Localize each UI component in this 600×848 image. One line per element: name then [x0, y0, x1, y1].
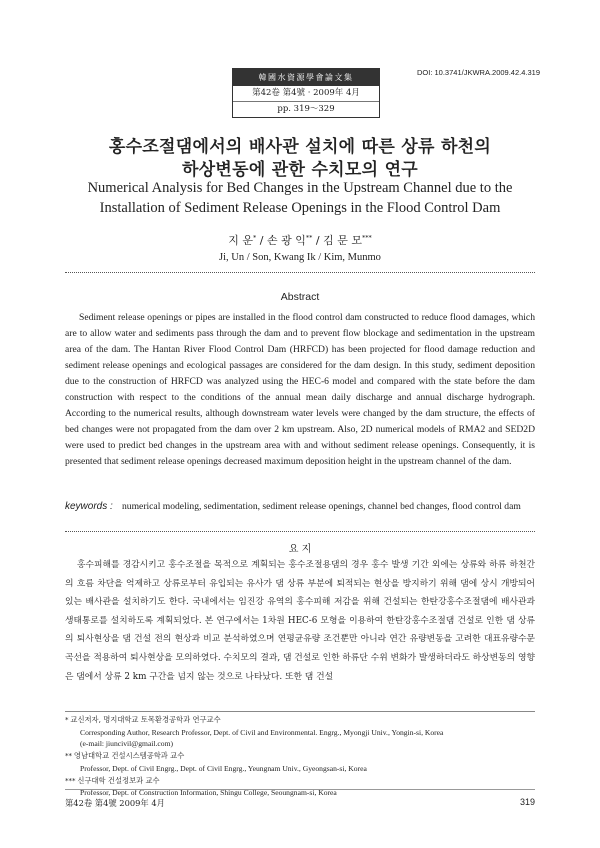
authors-en: Ji, Un / Son, Kwang Ik / Kim, Munmo [219, 252, 381, 263]
author-ko-2: 손 광 익 [267, 234, 306, 247]
yoji-body [65, 556, 535, 686]
footnote-mark: ** [65, 752, 72, 761]
journal-name: 韓國水資源學會論文集 [233, 69, 379, 86]
page-number: 319 [519, 797, 535, 807]
journal-pages: pp. 319～329 [277, 104, 335, 114]
footnote-2 [65, 750, 535, 763]
footnote-affil-ko: 영남대학교 건설시스템공학과 교수 [73, 751, 185, 761]
footnote-1 [65, 714, 535, 727]
yoji-text: 홍수피해를 경감시키고 홍수조절을 목적으로 계획되는 홍수조절용댐의 경우 홍수 발생 기간 외에는 상류와 하류 하천간의 흐름 차단을 억제하고 상류로부터 유입되는 유사가 댐 상류 부분에 퇴적되는 현상을 방지하기 위해 댐에 상시 개방되어 있는 배사관을 설치하기도 한다. 국내에서는 임진강 유역의 홍수피해 저감을 위해 건설되는 한탄강홍수조절댐에 배사관과 생태통로를 설치하도록 계획되었다. 본 연구에서는 1차원 HEC-6 모형을 이용하여 한탄강홍수조절댐 건설로 인한 댐 상류의 퇴사현상을 댐 건설 전의 현상과 비교 분석하였으며 연평균유량 조건뿐만 아니라 연간 유량변동을 고려한 대표유량수문곡선을 적용하여 퇴사현상을 모의하였다. 수치모의 결과, 댐 건설로 인한 하류단 수위 변화가 발생하더라도 하상변동의 영향은 댐에서 상류 2 km 구간을 넘지 않는 것으로 나타났다. 또한 댐 건설 [65, 560, 535, 682]
title-en-line-1: Numerical Analysis for Bed Changes in the Upstream Channel due to the [87, 180, 513, 196]
footnote-mark: *** [65, 776, 76, 785]
footer-issue: 第42卷 第4號 2009年 4月 [65, 798, 165, 808]
footnote-affil-en: Corresponding Author, Research Professor, Dept. of Civil and Environmental. Engrg., Myongji Univ., Yongin-si, Korea [80, 727, 444, 737]
footnotes [65, 714, 535, 799]
author-ko-3: 김 문 모 [323, 234, 362, 247]
keywords-label: keywords : [65, 501, 113, 512]
abstract-text: Sediment release openings or pipes are installed in the flood control dam constructed to reduce flood damages, which are to allow water and sediments pass through the dam and to prevent flow blockage and sedimentation in the upstream area of the dam. The Hantan River Flood Control Dam (HRFCD) has been projected for flood damage reduction and sediment release openings and ecological passages are considered for the dam design. In this study, sediment deposition due to the construction of HRFCD was analyzed using the HEC-6 model and compared with the state before the dam construction with respect to the conditions of the annual mean daily discharge and annual discharge hydrograph. According to the numerical results, although downstream water levels were changed by the dam structure, the effects of bed changes were not propagated from the dam over 2 km upstream. Also, 2D numerical models of RMA2 and SED2D were used to predict bed changes in the upstream area with and without sediment release openings. Consequently, it is presented that sediment release openings decreased maximum deposition height in the upstream channel of the dam. [65, 312, 535, 467]
footnote-affil-ko: 교신저자, 명지대학교 토목환경공학과 연구교수 [70, 715, 221, 724]
footnote-affil-en: Professor, Dept. of Construction Information, Shingu College, Seoungnam-si, Korea [80, 788, 337, 798]
journal-issue: 第42卷 第4號 · 2009年 4月 [233, 86, 379, 102]
title-ko-line-1: 홍수조절댐에서의 배사관 설치에 따른 상류 하천의 [108, 137, 492, 157]
author-ko-1: 지 운 [228, 234, 254, 247]
separator-dotted [65, 531, 535, 532]
author-sep: / [256, 234, 267, 247]
footer-rule [65, 789, 535, 790]
title-ko-line-2: 하상변동에 관한 수치모의 연구 [181, 160, 419, 180]
author-mark-3: *** [361, 233, 372, 242]
author-mark-1: * [253, 233, 257, 242]
footnote-3 [65, 775, 535, 788]
author-mark-2: ** [305, 233, 313, 242]
authors-ko [0, 232, 600, 248]
footnote-affil-en: Professor, Dept. of Civil Engrg., Dept. of Civil Engrg., Yeungnam Univ., Gyeongsan-si, Korea [80, 763, 367, 773]
separator-dotted [65, 272, 535, 273]
footnote-rule [65, 711, 535, 712]
title-en-line-2: Installation of Sediment Release Openings in the Flood Control Dam [99, 200, 501, 216]
doi-text: DOI: 10.3741/JKWRA.2009.42.4.319 [417, 68, 540, 77]
journal-info-box [232, 68, 380, 118]
footnote-email: (e-mail: jiuncivil@gmail.com) [80, 739, 174, 749]
abstract-heading: Abstract [280, 291, 320, 303]
keywords-text: numerical modeling, sedimentation, sediment release openings, channel bed changes, flood control dam [122, 501, 521, 512]
abstract-body [65, 310, 535, 470]
footnote-affil-ko: 신구대학 건설정보과 교수 [77, 775, 160, 785]
author-sep: / [312, 234, 324, 247]
yoji-heading: 요 지 [288, 544, 312, 555]
footnote-mark: * [65, 716, 69, 724]
